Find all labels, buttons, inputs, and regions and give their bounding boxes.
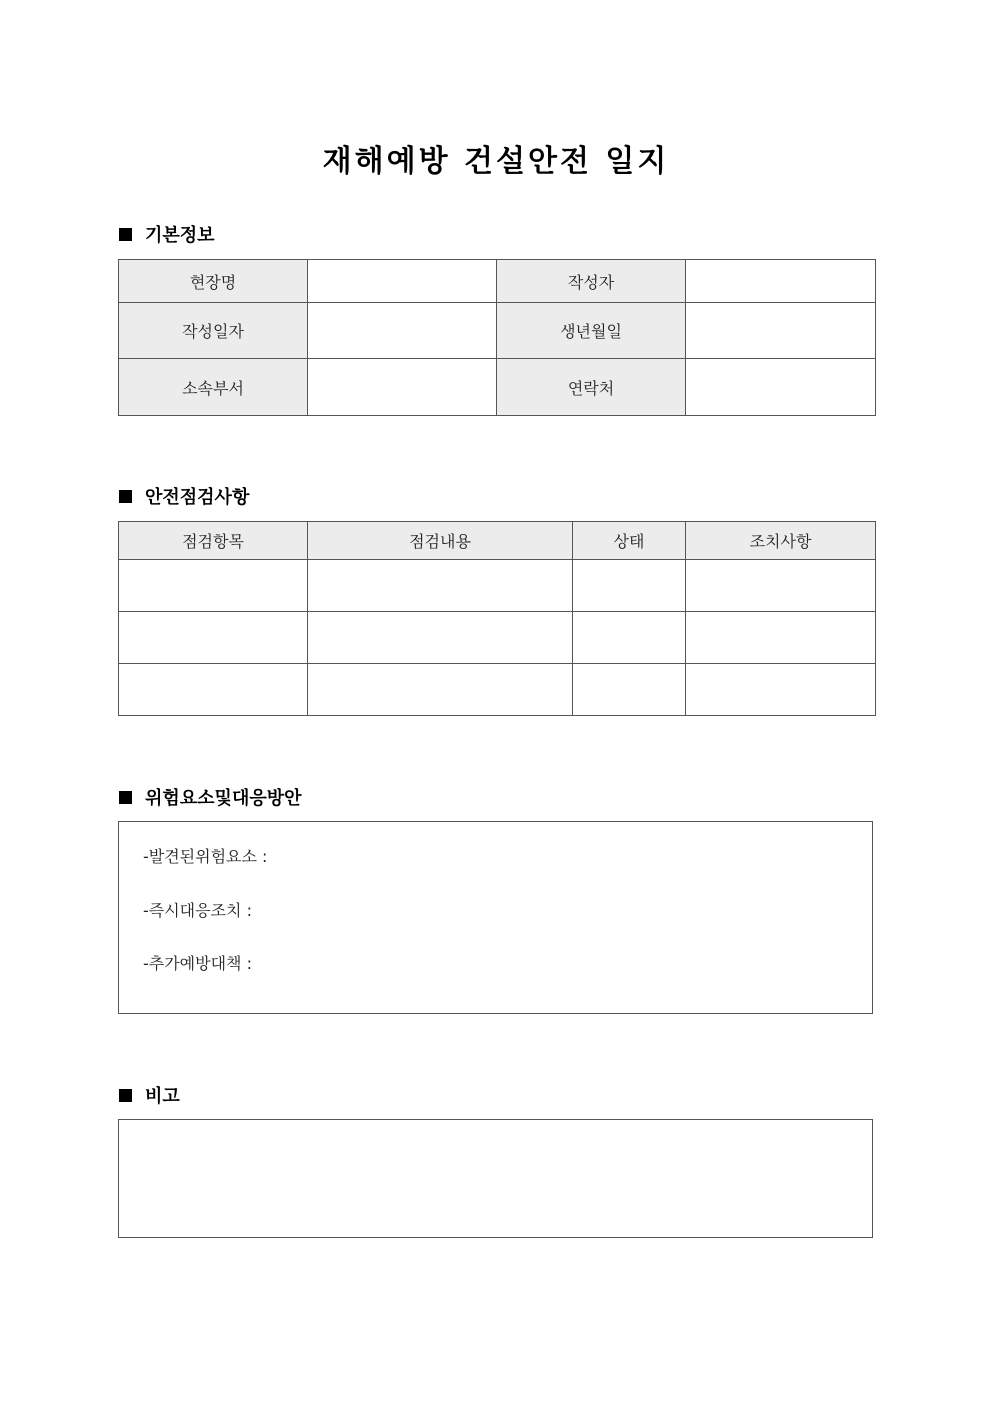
table-cell[interactable]: [573, 664, 686, 716]
table-row: [119, 560, 876, 612]
section-heading-basic-info: [119, 221, 215, 247]
section-heading-risk: [119, 784, 302, 810]
table-cell[interactable]: [308, 560, 573, 612]
table-cell[interactable]: [308, 664, 573, 716]
section-title: 안전점검사항: [145, 487, 250, 508]
table-cell[interactable]: [686, 664, 876, 716]
table-cell[interactable]: [308, 612, 573, 664]
square-bullet-icon: [119, 490, 132, 503]
section-title: 위험요소및대응방안: [145, 788, 302, 809]
table-row: [119, 359, 876, 416]
square-bullet-icon: [119, 1089, 132, 1102]
page-title: 재해예방 건설안전 일지: [322, 144, 670, 179]
table-cell[interactable]: [119, 560, 308, 612]
section-title: 비고: [145, 1086, 180, 1107]
column-header-status: 상태: [573, 522, 686, 560]
column-header-check-content: 점검내용: [308, 522, 573, 560]
table-row: [119, 303, 876, 359]
table-header-row: [119, 522, 876, 560]
label-write-date: 작성일자: [119, 303, 308, 359]
table-cell[interactable]: [573, 560, 686, 612]
column-header-action: 조치사항: [686, 522, 876, 560]
square-bullet-icon: [119, 228, 132, 241]
remarks-box[interactable]: [118, 1119, 873, 1238]
write-date-field[interactable]: [308, 303, 497, 359]
site-name-field[interactable]: [308, 260, 497, 303]
table-row: [119, 612, 876, 664]
table-row: [119, 664, 876, 716]
label-contact: 연락처: [497, 359, 686, 416]
section-heading-safety-check: [119, 483, 249, 509]
table-row: [119, 260, 876, 303]
table-cell[interactable]: [573, 612, 686, 664]
section-heading-remarks: [119, 1082, 180, 1108]
safety-check-table: [118, 521, 876, 716]
risk-found-line: -발견된위험요소 :: [143, 847, 268, 866]
table-cell[interactable]: [119, 664, 308, 716]
section-title: 기본정보: [145, 225, 215, 246]
contact-field[interactable]: [686, 359, 876, 416]
label-department: 소속부서: [119, 359, 308, 416]
risk-box[interactable]: [118, 821, 873, 1014]
label-writer: 작성자: [497, 260, 686, 303]
table-cell[interactable]: [119, 612, 308, 664]
risk-prevention-line: -추가예방대책 :: [143, 954, 252, 973]
column-header-check-item: 점검항목: [119, 522, 308, 560]
square-bullet-icon: [119, 791, 132, 804]
table-cell[interactable]: [686, 612, 876, 664]
birth-date-field[interactable]: [686, 303, 876, 359]
department-field[interactable]: [308, 359, 497, 416]
label-birth-date: 생년월일: [497, 303, 686, 359]
basic-info-table: [118, 259, 876, 416]
writer-field[interactable]: [686, 260, 876, 303]
label-site-name: 현장명: [119, 260, 308, 303]
risk-immediate-action-line: -즉시대응조치 :: [143, 901, 252, 920]
table-cell[interactable]: [686, 560, 876, 612]
